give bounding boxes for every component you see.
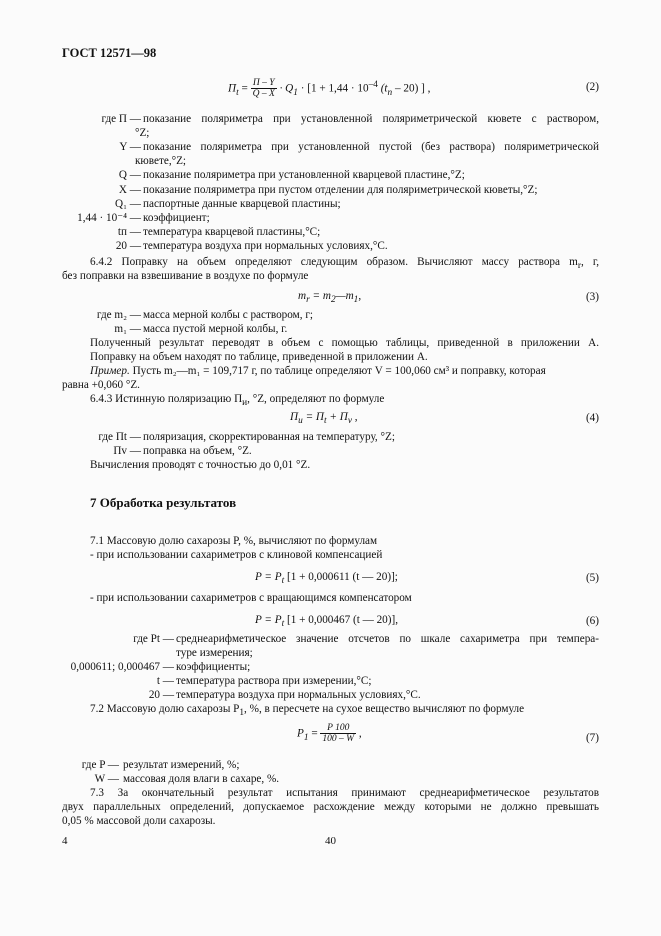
text: P = P — [255, 571, 282, 583]
def-symbol: 1,44 · 10⁻⁴ — — [77, 212, 141, 224]
formula-6 — [255, 613, 398, 630]
formula-2-eq: = — [238, 82, 251, 95]
text: , — [358, 290, 362, 302]
text: m — [298, 290, 307, 302]
paragraph-643 — [90, 392, 384, 409]
def-text: результат измерений, %; — [123, 759, 240, 771]
def-text: паспортные данные кварцевой пластины; — [143, 198, 341, 210]
sub: 1 — [239, 708, 245, 719]
text: , — [351, 411, 358, 423]
def-text: кювете,°Z; — [135, 155, 187, 167]
def-text: поляризация, скорректированная на температуру, °Z; — [143, 431, 395, 443]
formula-2-lhs: П — [228, 82, 237, 95]
def-text: поправка на объем, °Z. — [143, 445, 252, 457]
document-header: ГОСТ 12571—98 — [62, 46, 157, 60]
def-symbol: где m₂ — — [96, 309, 141, 321]
sub: 2 — [330, 295, 336, 306]
text: 7.2 Массовую долю сахарозы P — [90, 703, 240, 715]
sub: t — [281, 576, 285, 587]
formula-2-part-c: (t — [377, 82, 388, 95]
text: 6.4.2 Поправку на объем определяют следующим образом. Вычисляют массу раствора m — [90, 256, 578, 268]
formula-2-denominator: Q – X — [252, 89, 275, 100]
def-text: температура воздуха при нормальных условиях,°C. — [143, 240, 388, 252]
def-symbol: 20 — — [148, 689, 174, 701]
formula-3 — [298, 289, 361, 306]
formula-7-fraction — [320, 723, 356, 745]
formula-2-part-d: – 20) ] , — [392, 82, 431, 95]
formula-2-sup: –4 — [368, 79, 378, 90]
def-text: масса пустой мерной колбы, г. — [143, 323, 288, 335]
formula-4 — [290, 410, 358, 427]
paragraph-71b: - при использовании сахариметров с вращающимся компенсатором — [90, 592, 412, 604]
def-symbol: Y — — [119, 141, 141, 153]
def-symbol: Q — — [118, 169, 141, 181]
def-symbol: 20 — — [115, 240, 141, 252]
def-symbol: W — — [94, 773, 119, 785]
formula-2-lhs-sub: t — [236, 87, 239, 98]
formula-7 — [297, 723, 362, 745]
text: [1 + 0,000611 (t — 20)]; — [284, 571, 398, 583]
def-symbol: m₁ — — [114, 323, 141, 335]
def-symbol: tп — — [117, 226, 141, 238]
def-symbol: где P — — [81, 759, 119, 771]
paragraph-73-line2: двух параллельных определений, допускаемое расхождение между которыми не должно превышать — [62, 801, 599, 813]
example-label: Пример. — [90, 365, 130, 377]
def-text: коэффициент; — [143, 212, 210, 224]
def-text: среднеарифметическое значение отсчетов по шкале сахариметра при темпера- — [176, 633, 599, 645]
sub: 1 — [303, 732, 309, 743]
formula-2-part-a: · Q — [276, 82, 294, 95]
equation-number-6: (6) — [585, 615, 599, 627]
sub: r — [577, 261, 581, 272]
formula-2-fraction — [251, 78, 277, 100]
paragraph-71: 7.1 Массовую долю сахарозы P, %, вычисляют по формулам — [90, 535, 378, 547]
example-line1 — [90, 364, 599, 379]
calc-note: Вычисления проводят с точностью до 0,01 °Z. — [90, 459, 311, 471]
text: [1 + 0,000467 (t — 20)], — [284, 614, 399, 626]
formula-2-sub: 1 — [293, 87, 298, 98]
text: = П — [302, 411, 324, 423]
def-symbol: где Пt — — [98, 431, 141, 443]
sub: r — [306, 295, 310, 306]
formula-7-numerator: P 100 — [320, 723, 356, 734]
text: P — [297, 727, 304, 740]
def-text: масса мерной колбы с раствором, г; — [143, 309, 314, 321]
text: + П — [326, 411, 348, 423]
formula-2-sub2: п — [387, 87, 393, 98]
def-symbol: t — — [156, 675, 174, 687]
equation-number-2: (2) — [585, 81, 599, 93]
text: , — [356, 727, 362, 740]
def-text: показание поляриметра при пустом отделении для поляриметрической кюветы,°Z; — [143, 184, 538, 196]
equation-number-3: (3) — [585, 291, 599, 303]
text: P = P — [255, 614, 282, 626]
text: —m — [335, 290, 354, 302]
def-text: показание поляриметра при установленной поляриметрической кювете с раствором, — [143, 113, 599, 125]
paragraph-642-line2: без поправки на взвешивание в воздухе по формуле — [62, 270, 309, 282]
formula-5 — [255, 570, 398, 587]
def-symbol: 0,000611; 0,000467 — — [70, 661, 174, 673]
def-text: туре измерения; — [176, 647, 253, 659]
formula-2 — [228, 78, 430, 100]
def-text: температура воздуха при нормальных условиях,°C. — [176, 689, 421, 701]
paragraph-73-line1: 7.3 За окончательный результат испытания принимают среднеарифметическое результатов — [90, 787, 599, 799]
equation-number-4: (4) — [585, 412, 599, 424]
text: 6.4.3 Истинную поляризацию П — [90, 393, 243, 405]
def-text: температура раствора при измерении,°C; — [176, 675, 372, 687]
page-number-left: 4 — [62, 835, 68, 847]
text: = — [308, 727, 321, 740]
sub: и — [242, 398, 248, 409]
def-text: коэффициенты; — [176, 661, 251, 673]
def-symbol: где П — — [101, 113, 141, 125]
sub: v — [347, 416, 352, 427]
def-text: показание поляриметра при установленной пустой (без раствора) поляриметрической — [143, 141, 599, 153]
sub: и — [298, 416, 303, 427]
sub: t — [281, 619, 285, 630]
def-text: температура кварцевой пластины,°C; — [143, 226, 321, 238]
text: , г, — [580, 256, 600, 268]
paragraph-73-line3: 0,05 % массовой доли сахарозы. — [62, 815, 216, 827]
paragraph-a-line1: Полученный результат переводят в объем с помощью таблицы, приведенной в приложении А. — [90, 337, 599, 349]
def-text: показание поляриметра при установленной кварцевой пластине,°Z; — [143, 169, 465, 181]
def-text: массовая доля влаги в сахаре, %. — [123, 773, 280, 785]
def-symbol: Q₁ — — [115, 198, 141, 210]
text: Пусть m₂—m₁ = 109,717 г, по таблице определяют V = 100,060 см³ и поправку, которая — [129, 365, 546, 377]
paragraph-a-line2: Поправку на объем находят по таблице, приведенной в приложении А. — [90, 351, 428, 363]
def-symbol: где Pt — — [133, 633, 174, 645]
def-symbol: Пv — — [113, 445, 141, 457]
sub: 1 — [353, 295, 359, 306]
example-line2: равна +0,060 °Z. — [62, 379, 140, 391]
page-number-center: 40 — [325, 835, 336, 847]
formula-2-numerator: П – Y — [251, 78, 277, 89]
text: = m — [309, 290, 331, 302]
paragraph-71a: - при использовании сахариметров с клиновой компенсацией — [90, 549, 383, 561]
formula-2-part-b: · [1 + 1,44 · 10 — [297, 82, 369, 95]
section-heading: 7 Обработка результатов — [90, 495, 237, 510]
text: П — [290, 411, 299, 423]
def-symbol: X — — [118, 184, 141, 196]
def-text: °Z; — [135, 127, 150, 139]
paragraph-72 — [90, 702, 524, 719]
equation-number-7: (7) — [585, 732, 599, 744]
formula-7-denominator: 100 – W — [322, 734, 355, 745]
sub: t — [324, 416, 327, 427]
equation-number-5: (5) — [585, 572, 599, 584]
text: , %, в пересчете на сухое вещество вычисляют по формуле — [244, 703, 525, 715]
text: , °Z, определяют по формуле — [247, 393, 385, 405]
